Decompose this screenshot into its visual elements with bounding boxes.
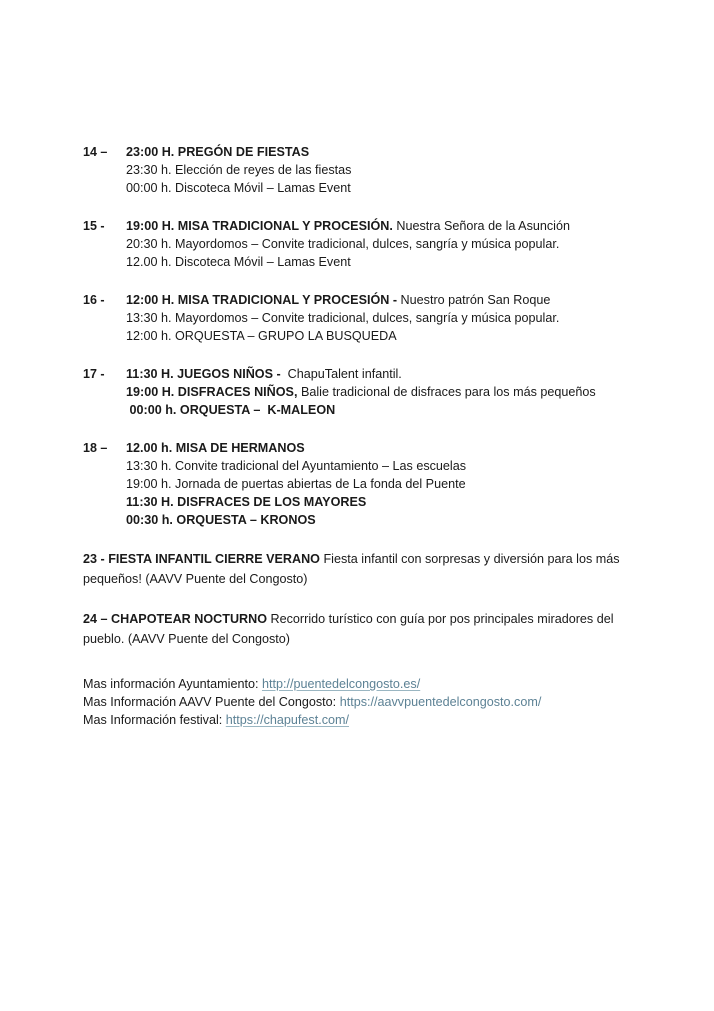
- event-line: [126, 179, 643, 197]
- event-line: [126, 143, 643, 161]
- event-line: [126, 493, 643, 511]
- event-title: 00:00 h. ORQUESTA – K-MALEON: [126, 403, 336, 417]
- event-paragraph: [83, 549, 641, 589]
- day-row: [83, 365, 643, 419]
- event-detail: 23:30 h. Elección de reyes de las fiestas: [126, 163, 352, 177]
- more-info-links: [83, 675, 643, 729]
- day-block: [83, 217, 643, 271]
- event-line: [126, 365, 643, 383]
- event-detail: 00:00 h. Discoteca Móvil – Lamas Event: [126, 181, 351, 195]
- day-block: [83, 291, 643, 345]
- event-detail: ChapuTalent infantil.: [280, 367, 402, 381]
- event-line: [126, 161, 643, 179]
- event-detail: 13:30 h. Convite tradicional del Ayuntamiento – Las escuelas: [126, 459, 467, 473]
- day-event-lines: [126, 217, 643, 271]
- event-detail: 20:30 h. Mayordomos – Convite tradicional, dulces, sangría y música popular.: [126, 237, 560, 251]
- link-label: Mas Información AAVV Puente del Congosto:: [83, 695, 340, 709]
- day-event-lines: [126, 143, 643, 197]
- event-title: 19:00 H. DISFRACES NIÑOS,: [126, 385, 298, 399]
- day-block: [83, 365, 643, 419]
- event-detail: Nuestra Señora de la Asunción: [392, 219, 570, 233]
- day-event-lines: [126, 291, 643, 345]
- event-title: 11:30 H. JUEGOS NIÑOS -: [126, 367, 281, 381]
- event-detail: Nuestro patrón San Roque: [397, 293, 551, 307]
- day-event-lines: [126, 365, 643, 419]
- schedule-list: [83, 143, 643, 529]
- day-number: 15 -: [83, 219, 105, 233]
- event-detail: 19:00 h. Jornada de puertas abiertas de La fonda del Puente: [126, 477, 466, 491]
- external-link[interactable]: https://chapufest.com/: [225, 713, 349, 727]
- link-label: Mas información Ayuntamiento:: [83, 677, 262, 691]
- document-body: [83, 143, 643, 729]
- event-line: [126, 309, 643, 327]
- event-detail: Recorrido turístico con guía por pos principales miradores del pueblo. (AAVV Puente del Congosto): [83, 612, 618, 646]
- day-number: 17 -: [83, 367, 105, 381]
- event-detail: Balie tradicional de disfraces para los más pequeños: [297, 385, 596, 399]
- day-row: [83, 291, 643, 345]
- event-line: [126, 511, 643, 529]
- event-title: 11:30 H. DISFRACES DE LOS MAYORES: [126, 495, 367, 509]
- event-line: [126, 291, 643, 309]
- day-row: [83, 143, 643, 197]
- link-line: [83, 711, 643, 729]
- event-title: 19:00 H. MISA TRADICIONAL Y PROCESIÓN.: [126, 219, 393, 233]
- event-paragraph: [83, 609, 641, 649]
- event-detail: Fiesta infantil con sorpresas y diversión para los más pequeños! (AAVV Puente del Congosto): [83, 552, 624, 586]
- event-title: 12:00 H. MISA TRADICIONAL Y PROCESIÓN -: [126, 293, 398, 307]
- day-number: 16 -: [83, 293, 105, 307]
- event-title: 23:00 H. PREGÓN DE FIESTAS: [126, 145, 310, 159]
- day-block: [83, 439, 643, 529]
- event-line: [126, 475, 643, 493]
- paragraph-list: [83, 549, 643, 649]
- day-block: [83, 143, 643, 197]
- event-line: [126, 401, 643, 419]
- event-title: 24 – CHAPOTEAR NOCTURNO: [83, 612, 268, 626]
- event-title: 12.00 h. MISA DE HERMANOS: [126, 441, 305, 455]
- event-line: [126, 217, 643, 235]
- event-detail: 12:00 h. ORQUESTA – GRUPO LA BUSQUEDA: [126, 329, 397, 343]
- day-number: 18 –: [83, 441, 108, 455]
- event-title: 23 - FIESTA INFANTIL CIERRE VERANO: [83, 552, 320, 566]
- event-line: [126, 439, 643, 457]
- event-detail: 13:30 h. Mayordomos – Convite tradicional, dulces, sangría y música popular.: [126, 311, 560, 325]
- event-line: [126, 327, 643, 345]
- link-line: [83, 675, 643, 693]
- event-line: [126, 235, 643, 253]
- day-row: [83, 217, 643, 271]
- external-link[interactable]: https://aavvpuentedelcongosto.com/: [339, 695, 542, 709]
- event-detail: 12.00 h. Discoteca Móvil – Lamas Event: [126, 255, 351, 269]
- external-link[interactable]: http://puentedelcongosto.es/: [261, 677, 421, 691]
- link-label: Mas Información festival:: [83, 713, 226, 727]
- event-line: [126, 383, 643, 401]
- event-line: [126, 253, 643, 271]
- day-row: [83, 439, 643, 529]
- event-title: 00:30 h. ORQUESTA – KRONOS: [126, 513, 316, 527]
- day-number: 14 –: [83, 145, 108, 159]
- link-line: [83, 693, 643, 711]
- day-event-lines: [126, 439, 643, 529]
- event-line: [126, 457, 643, 475]
